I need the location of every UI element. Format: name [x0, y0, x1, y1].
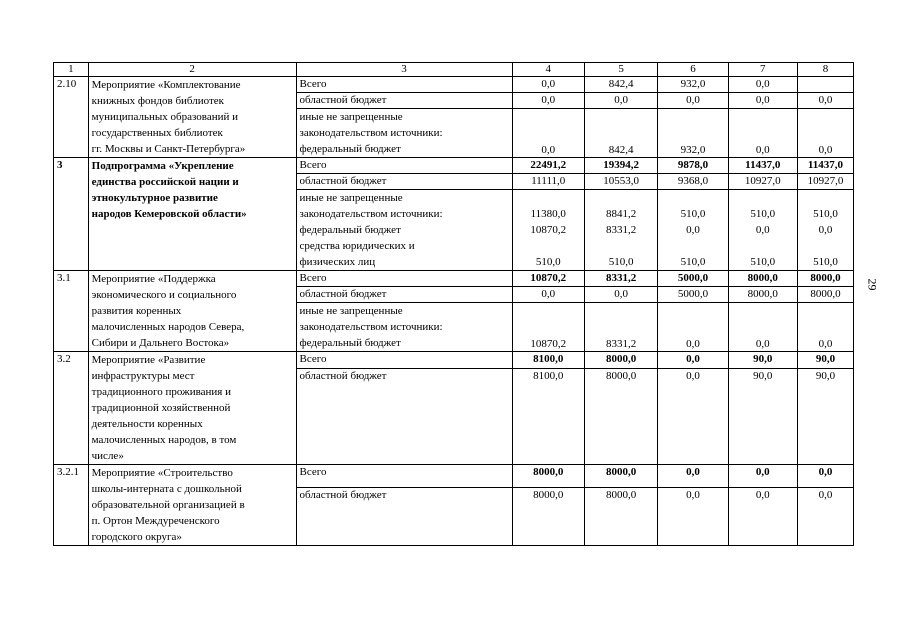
source-cell: [296, 190, 512, 271]
value-line: 0,0: [686, 224, 700, 236]
name-line: традиционной хозяйственной: [91, 402, 231, 414]
name-line: Мероприятие «Поддержка: [91, 273, 216, 285]
source-cell: Всего: [296, 465, 512, 488]
name-line: Подпрограмма «Укрепление: [91, 160, 234, 172]
value-cell: [797, 77, 853, 93]
header-cell: 5: [584, 63, 657, 77]
name-line: Мероприятие «Комплектование: [91, 79, 241, 91]
source-line: законодательством источники:: [299, 208, 443, 220]
value-cell: 10927,0: [797, 174, 853, 190]
value-cell: 8000,0: [512, 465, 584, 488]
value-cell: 0,0: [658, 465, 728, 488]
name-line: малочисленных народов Севера,: [91, 321, 245, 333]
value-cell: 8100,0: [512, 352, 584, 369]
header-cell: 3: [296, 63, 512, 77]
value-cell: 0,0: [797, 303, 853, 352]
name-line: образовательной организацией в: [91, 499, 245, 511]
value-cell: [512, 190, 584, 271]
name-line: народов Кемеровской области»: [91, 208, 247, 220]
source-line: иные не запрещенные: [299, 111, 403, 123]
source-line: иные не запрещенные: [299, 192, 403, 204]
value-cell: 8000,0: [728, 287, 797, 303]
row-name: [88, 77, 296, 158]
row-code: 3.1: [54, 271, 89, 352]
name-line: государственных библиотек: [91, 127, 223, 139]
value-cell: 0,0: [797, 93, 853, 109]
row-name: [88, 465, 296, 546]
name-line: городского округа»: [91, 531, 182, 543]
header-cell: 8: [797, 63, 853, 77]
header-cell: 7: [728, 63, 797, 77]
value-line: 510,0: [535, 256, 561, 268]
name-line: экономического и социального: [91, 289, 237, 301]
value-cell: [797, 190, 853, 271]
value-cell: 8000,0: [584, 369, 657, 465]
source-line: средства юридических и: [299, 240, 415, 252]
value-line: 8841,2: [605, 208, 637, 220]
value-cell: 11111,0: [512, 174, 584, 190]
value-cell: 8000,0: [584, 488, 657, 546]
name-line: развития коренных: [91, 305, 182, 317]
value-cell: 842,4: [584, 109, 657, 158]
value-cell: 8000,0: [797, 271, 853, 287]
source-line: иные не запрещенные: [299, 305, 403, 317]
value-line: 10870,2: [530, 224, 567, 236]
source-cell: областной бюджет: [296, 369, 512, 465]
value-cell: 10553,0: [584, 174, 657, 190]
name-line: муниципальных образований и: [91, 111, 239, 123]
page-number: 29: [865, 278, 880, 291]
row-name: [88, 271, 296, 352]
name-line: школы-интерната с дошкольной: [91, 483, 242, 495]
value-cell: 9368,0: [658, 174, 728, 190]
value-cell: [584, 190, 657, 271]
value-cell: 10870,2: [512, 271, 584, 287]
source-cell: Всего: [296, 158, 512, 174]
value-cell: 90,0: [797, 369, 853, 465]
value-cell: 842,4: [584, 77, 657, 93]
header-cell: 6: [658, 63, 728, 77]
header-cell: 4: [512, 63, 584, 77]
value-cell: 0,0: [512, 109, 584, 158]
source-cell: Всего: [296, 271, 512, 287]
budget-table: [53, 62, 854, 546]
source-cell: Всего: [296, 352, 512, 369]
name-line: этнокультурное развитие: [91, 192, 218, 204]
value-cell: 22491,2: [512, 158, 584, 174]
table-row: [54, 352, 854, 369]
table-row: [54, 271, 854, 287]
value-cell: 0,0: [728, 77, 797, 93]
value-line: 11380,0: [530, 208, 566, 220]
value-cell: 90,0: [797, 352, 853, 369]
value-cell: 5000,0: [658, 271, 728, 287]
value-line: 0,0: [755, 224, 770, 236]
value-line: 8331,2: [605, 224, 637, 236]
name-line: гг. Москвы и Санкт-Петербурга»: [91, 143, 246, 155]
row-name: [88, 158, 296, 271]
name-line: единства российской нации и: [91, 176, 239, 188]
header-row: [54, 63, 854, 77]
value-cell: 8000,0: [728, 271, 797, 287]
name-line: традиционного проживания и: [91, 386, 231, 398]
name-line: числе»: [91, 450, 124, 462]
value-line: 510,0: [813, 256, 838, 268]
value-line: 0,0: [818, 224, 833, 236]
value-cell: 8100,0: [512, 369, 584, 465]
name-line: п. Ортон Междуреченского: [91, 515, 220, 527]
value-cell: 8331,2: [584, 271, 657, 287]
value-line: 510,0: [680, 208, 706, 220]
value-cell: 0,0: [658, 93, 728, 109]
name-line: книжных фондов библиотек: [91, 95, 225, 107]
source-cell: областной бюджет: [296, 287, 512, 303]
source-line: федеральный бюджет: [299, 337, 401, 349]
value-cell: 8000,0: [512, 488, 584, 546]
source-line: законодательством источники:: [299, 321, 443, 333]
source-line: физических лиц: [299, 256, 376, 268]
value-cell: 0,0: [584, 287, 657, 303]
source-line: законодательством источники:: [299, 127, 443, 139]
row-name: [88, 352, 296, 465]
row-code: 3.2.1: [54, 465, 89, 546]
value-cell: 0,0: [797, 488, 853, 546]
value-cell: 10927,0: [728, 174, 797, 190]
value-cell: 0,0: [728, 109, 797, 158]
value-line: 510,0: [750, 256, 776, 268]
name-line: инфраструктуры мест: [91, 370, 195, 382]
value-cell: 0,0: [728, 93, 797, 109]
source-cell: областной бюджет: [296, 488, 512, 546]
value-cell: 5000,0: [658, 287, 728, 303]
value-cell: [658, 190, 728, 271]
value-cell: 0,0: [658, 303, 728, 352]
value-cell: 19394,2: [584, 158, 657, 174]
value-cell: 932,0: [658, 109, 728, 158]
source-cell: [296, 303, 512, 352]
table-row: [54, 77, 854, 93]
value-cell: 0,0: [797, 109, 853, 158]
source-cell: [296, 109, 512, 158]
value-cell: 10870,2: [512, 303, 584, 352]
value-line: 510,0: [813, 208, 838, 220]
value-line: 510,0: [608, 256, 634, 268]
value-line: 510,0: [680, 256, 706, 268]
source-line: федеральный бюджет: [299, 224, 401, 236]
value-cell: 0,0: [658, 488, 728, 546]
source-cell: областной бюджет: [296, 93, 512, 109]
name-line: Мероприятие «Развитие: [91, 354, 206, 366]
value-cell: 0,0: [512, 77, 584, 93]
value-cell: 11437,0: [797, 158, 853, 174]
value-cell: 8000,0: [584, 465, 657, 488]
value-cell: 0,0: [584, 93, 657, 109]
value-line: 510,0: [750, 208, 776, 220]
table-row: [54, 465, 854, 488]
source-cell: областной бюджет: [296, 174, 512, 190]
row-code: 2.10: [54, 77, 89, 158]
source-line: федеральный бюджет: [299, 143, 401, 155]
value-cell: 11437,0: [728, 158, 797, 174]
name-line: малочисленных народов, в том: [91, 434, 237, 446]
header-cell: 1: [54, 63, 89, 77]
name-line: Мероприятие «Строительство: [91, 467, 233, 479]
value-cell: 0,0: [658, 352, 728, 369]
value-cell: 0,0: [797, 465, 853, 488]
value-cell: 9878,0: [658, 158, 728, 174]
source-cell: Всего: [296, 77, 512, 93]
table-row: [54, 158, 854, 174]
value-cell: 0,0: [728, 303, 797, 352]
value-cell: 0,0: [728, 465, 797, 488]
value-cell: 0,0: [512, 93, 584, 109]
name-line: Сибири и Дальнего Востока»: [91, 337, 230, 349]
row-code: 3: [54, 158, 89, 271]
name-line: деятельности коренных: [91, 418, 203, 430]
value-cell: 90,0: [728, 352, 797, 369]
value-cell: 0,0: [512, 287, 584, 303]
value-cell: 0,0: [728, 488, 797, 546]
value-cell: 8331,2: [584, 303, 657, 352]
value-cell: 0,0: [658, 369, 728, 465]
value-cell: 8000,0: [797, 287, 853, 303]
row-code: 3.2: [54, 352, 89, 465]
value-cell: 932,0: [658, 77, 728, 93]
value-cell: 8000,0: [584, 352, 657, 369]
header-cell: 2: [88, 63, 296, 77]
value-cell: [728, 190, 797, 271]
value-cell: 90,0: [728, 369, 797, 465]
